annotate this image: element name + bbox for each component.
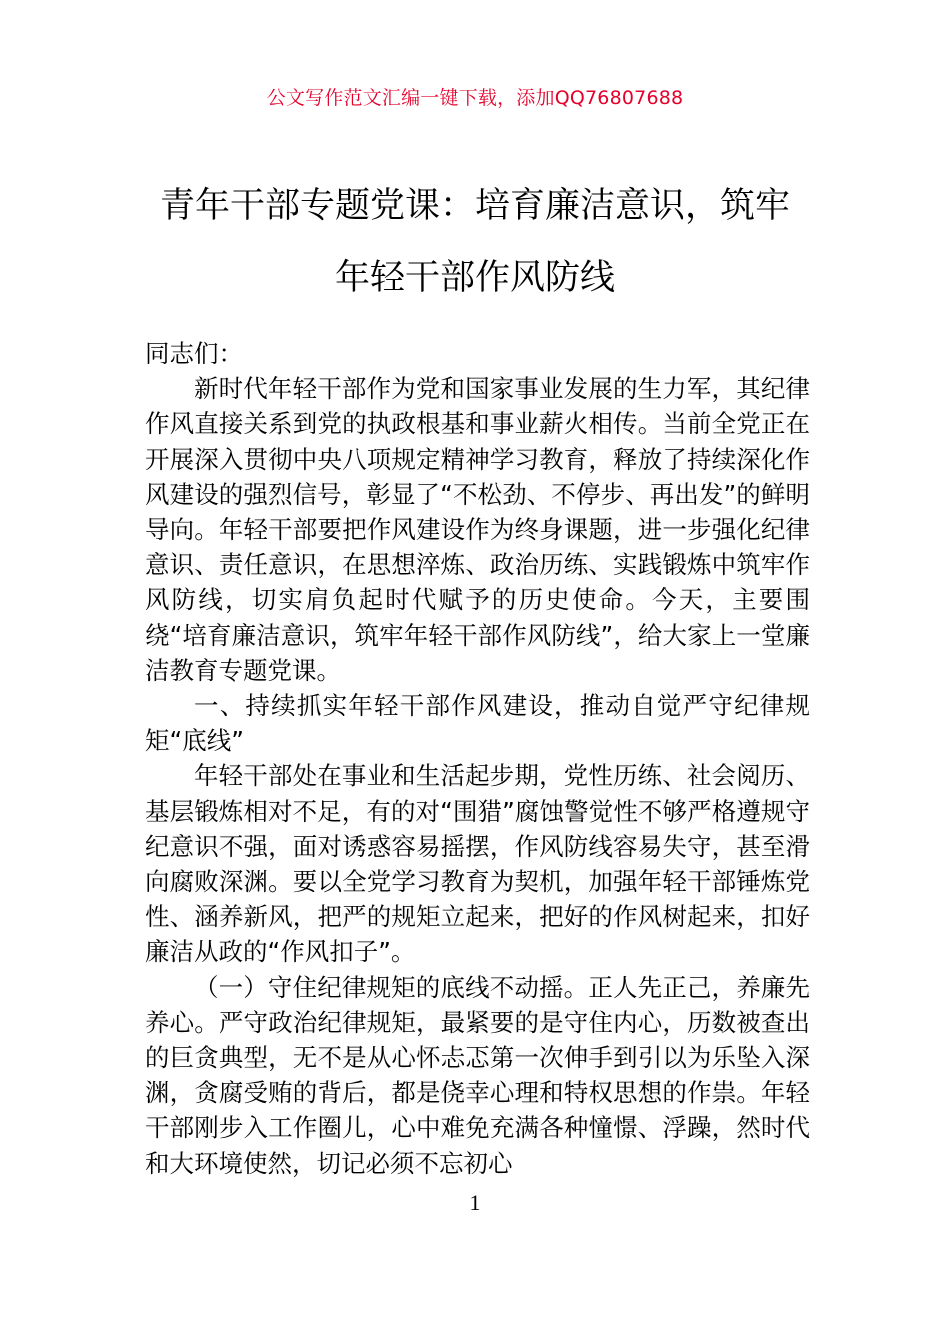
section-heading-1: 一、持续抓实年轻干部作风建设，推动自觉严守纪律规矩“底线” (145, 691, 810, 756)
header-note: 公文写作范文汇编一键下载，添加QQ76807688 (266, 87, 684, 109)
document-body (145, 336, 810, 1181)
title-line-2: 年轻干部作风防线 (334, 258, 615, 298)
salutation: 同志们： (145, 339, 243, 368)
paragraph-subsection-1: （一）守住纪律规矩的底线不动摇。正人先正己，养廉先养心。严守政治纪律规矩，最紧要的是守住内心，历数被查出的巨贪典型，无不是从心怀忐忑第一次伸手到引以为乐坠入深渊，贪腐受贿的背后，都是侥幸心理和特权思想的作祟。年轻干部刚步入工作圈儿，心中难免充满各种憧憬、浮躁，然时代和大环境使然，切记必须不忘初心 (145, 972, 810, 1178)
paragraph-section-1: 年轻干部处在事业和生活起步期，党性历练、社会阅历、基层锻炼相对不足，有的对“围猎”腐蚀警觉性不够严格遵规守纪意识不强，面对诱惑容易摇摆，作风防线容易失守，甚至滑向腐败深渊。要以全党学习教育为契机，加强年轻干部锤炼党性、涵养新风，把严的规矩立起来，把好的作风树起来，扣好廉洁从政的“作风扣子”。 (145, 761, 810, 967)
document-title (110, 170, 840, 314)
paragraph-intro: 新时代年轻干部作为党和国家事业发展的生力军，其纪律作风直接关系到党的执政根基和事业薪火相传。当前全党正在开展深入贯彻中央八项规定精神学习教育，释放了持续深化作风建设的强烈信号，彰显了“不松劲、不停步、再出发”的鲜明导向。年轻干部要把作风建设作为终身课题，进一步强化纪律意识、责任意识，在思想淬炼、政治历练、实践锻炼中筑牢作风防线，切实肩负起时代赋予的历史使命。今天，主要围绕“培育廉洁意识，筑牢年轻干部作风防线”，给大家上一堂廉洁教育专题党课。 (145, 374, 810, 685)
page-number: 1 (469, 1190, 481, 1215)
title-line-1: 青年干部专题党课：培育廉洁意识，筑牢 (159, 186, 790, 226)
